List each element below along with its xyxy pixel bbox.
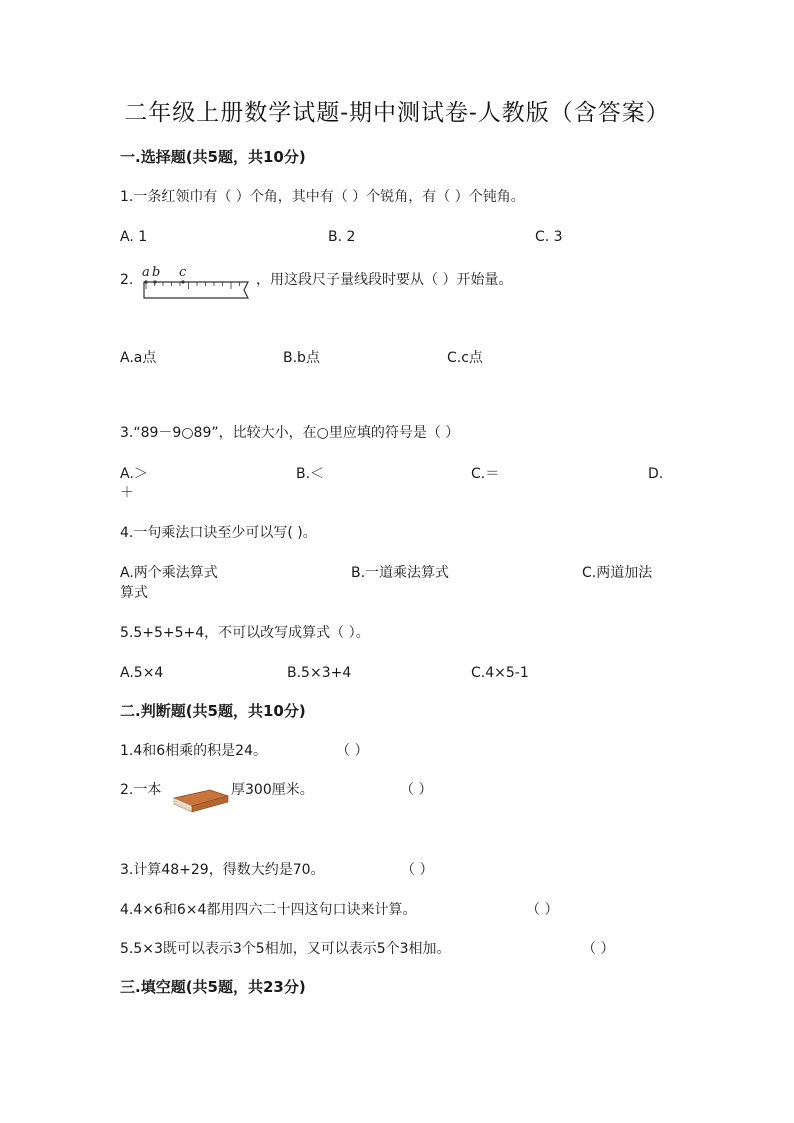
- q3-option-c: C.＝: [471, 466, 500, 482]
- ruler-label-c: c: [179, 265, 187, 280]
- q3-stem: 3.“89－9○89”，比较大小，在○里应填的符号是（ ）: [120, 425, 460, 441]
- q1-option-a: A. 1: [120, 229, 148, 245]
- tf2-answer-paren: （ ）: [400, 782, 433, 798]
- q1-option-c: C. 3: [535, 229, 563, 245]
- q4-option-c: C.两道加法: [582, 565, 653, 581]
- section-1-heading: 一.选择题(共5题，共10分): [120, 148, 306, 166]
- q2-option-a: A.a点: [120, 350, 157, 366]
- tf1-answer-paren: （ ）: [336, 743, 369, 759]
- q2-option-c: C.c点: [447, 350, 483, 366]
- tf5-text: 5.5×3既可以表示3个5相加，又可以表示5个3相加。: [120, 941, 451, 957]
- ruler-point-b: [153, 280, 156, 283]
- ruler-drawing: [138, 264, 250, 304]
- tf4-text: 4.4×6和6×4都用四六二十四这句口诀来计算。: [120, 902, 417, 918]
- ruler-point-c: [181, 280, 184, 283]
- tf3-text: 3.计算48+29，得数大约是70。: [120, 862, 325, 878]
- section-3-heading: 三.填空题(共5题，共23分): [120, 978, 306, 996]
- q5-stem: 5.5+5+5+4，不可以改写成算式（ ）。: [120, 625, 370, 641]
- tf2-suffix: 厚300厘米。: [231, 782, 314, 798]
- q4-option-c-continued: 算式: [120, 585, 148, 601]
- q5-option-c: C.4×5-1: [471, 665, 529, 681]
- q2-stem: ，用这段尺子量线段时要从（ ）开始量。: [256, 272, 513, 288]
- ruler-point-a: [144, 280, 147, 283]
- tf4-answer-paren: （ ）: [526, 902, 559, 918]
- q5-option-a: A.5×4: [120, 665, 164, 681]
- q4-option-b: B.一道乘法算式: [351, 565, 450, 581]
- q3-option-b: B.＜: [296, 466, 325, 482]
- section-2-heading: 二.判断题(共5题，共10分): [120, 702, 306, 720]
- tf1-text: 1.4和6相乘的积是24。: [120, 743, 267, 759]
- q2-option-b: B.b点: [283, 350, 320, 366]
- ruler-label-a: a: [142, 265, 150, 280]
- q3-option-a: A.＞: [120, 466, 148, 482]
- ruler-body: [144, 282, 248, 298]
- tf3-answer-paren: （ ）: [401, 862, 434, 878]
- q4-option-a: A.两个乘法算式: [120, 565, 218, 581]
- q3-option-d-label: D.: [648, 466, 664, 482]
- q1-option-b: B. 2: [328, 229, 356, 245]
- q4-stem: 4.一句乘法口诀至少可以写( )。: [120, 525, 317, 541]
- book-drawing: [170, 776, 230, 818]
- q2-number: 2.: [120, 272, 134, 288]
- page-title: 二年级上册数学试题-期中测试卷-人教版（含答案）: [124, 100, 670, 126]
- ruler-label-b: b: [152, 265, 161, 280]
- q5-option-b: B.5×3+4: [287, 665, 352, 681]
- tf5-answer-paren: （ ）: [582, 941, 615, 957]
- q1-stem: 1.一条红领巾有（ ）个角，其中有（ ）个锐角，有（ ）个钝角。: [120, 189, 525, 205]
- tf2-prefix: 2.一本: [120, 782, 162, 798]
- book-image: [170, 776, 230, 818]
- ruler-image: [138, 264, 250, 304]
- q3-option-d-symbol: ＋: [120, 485, 134, 501]
